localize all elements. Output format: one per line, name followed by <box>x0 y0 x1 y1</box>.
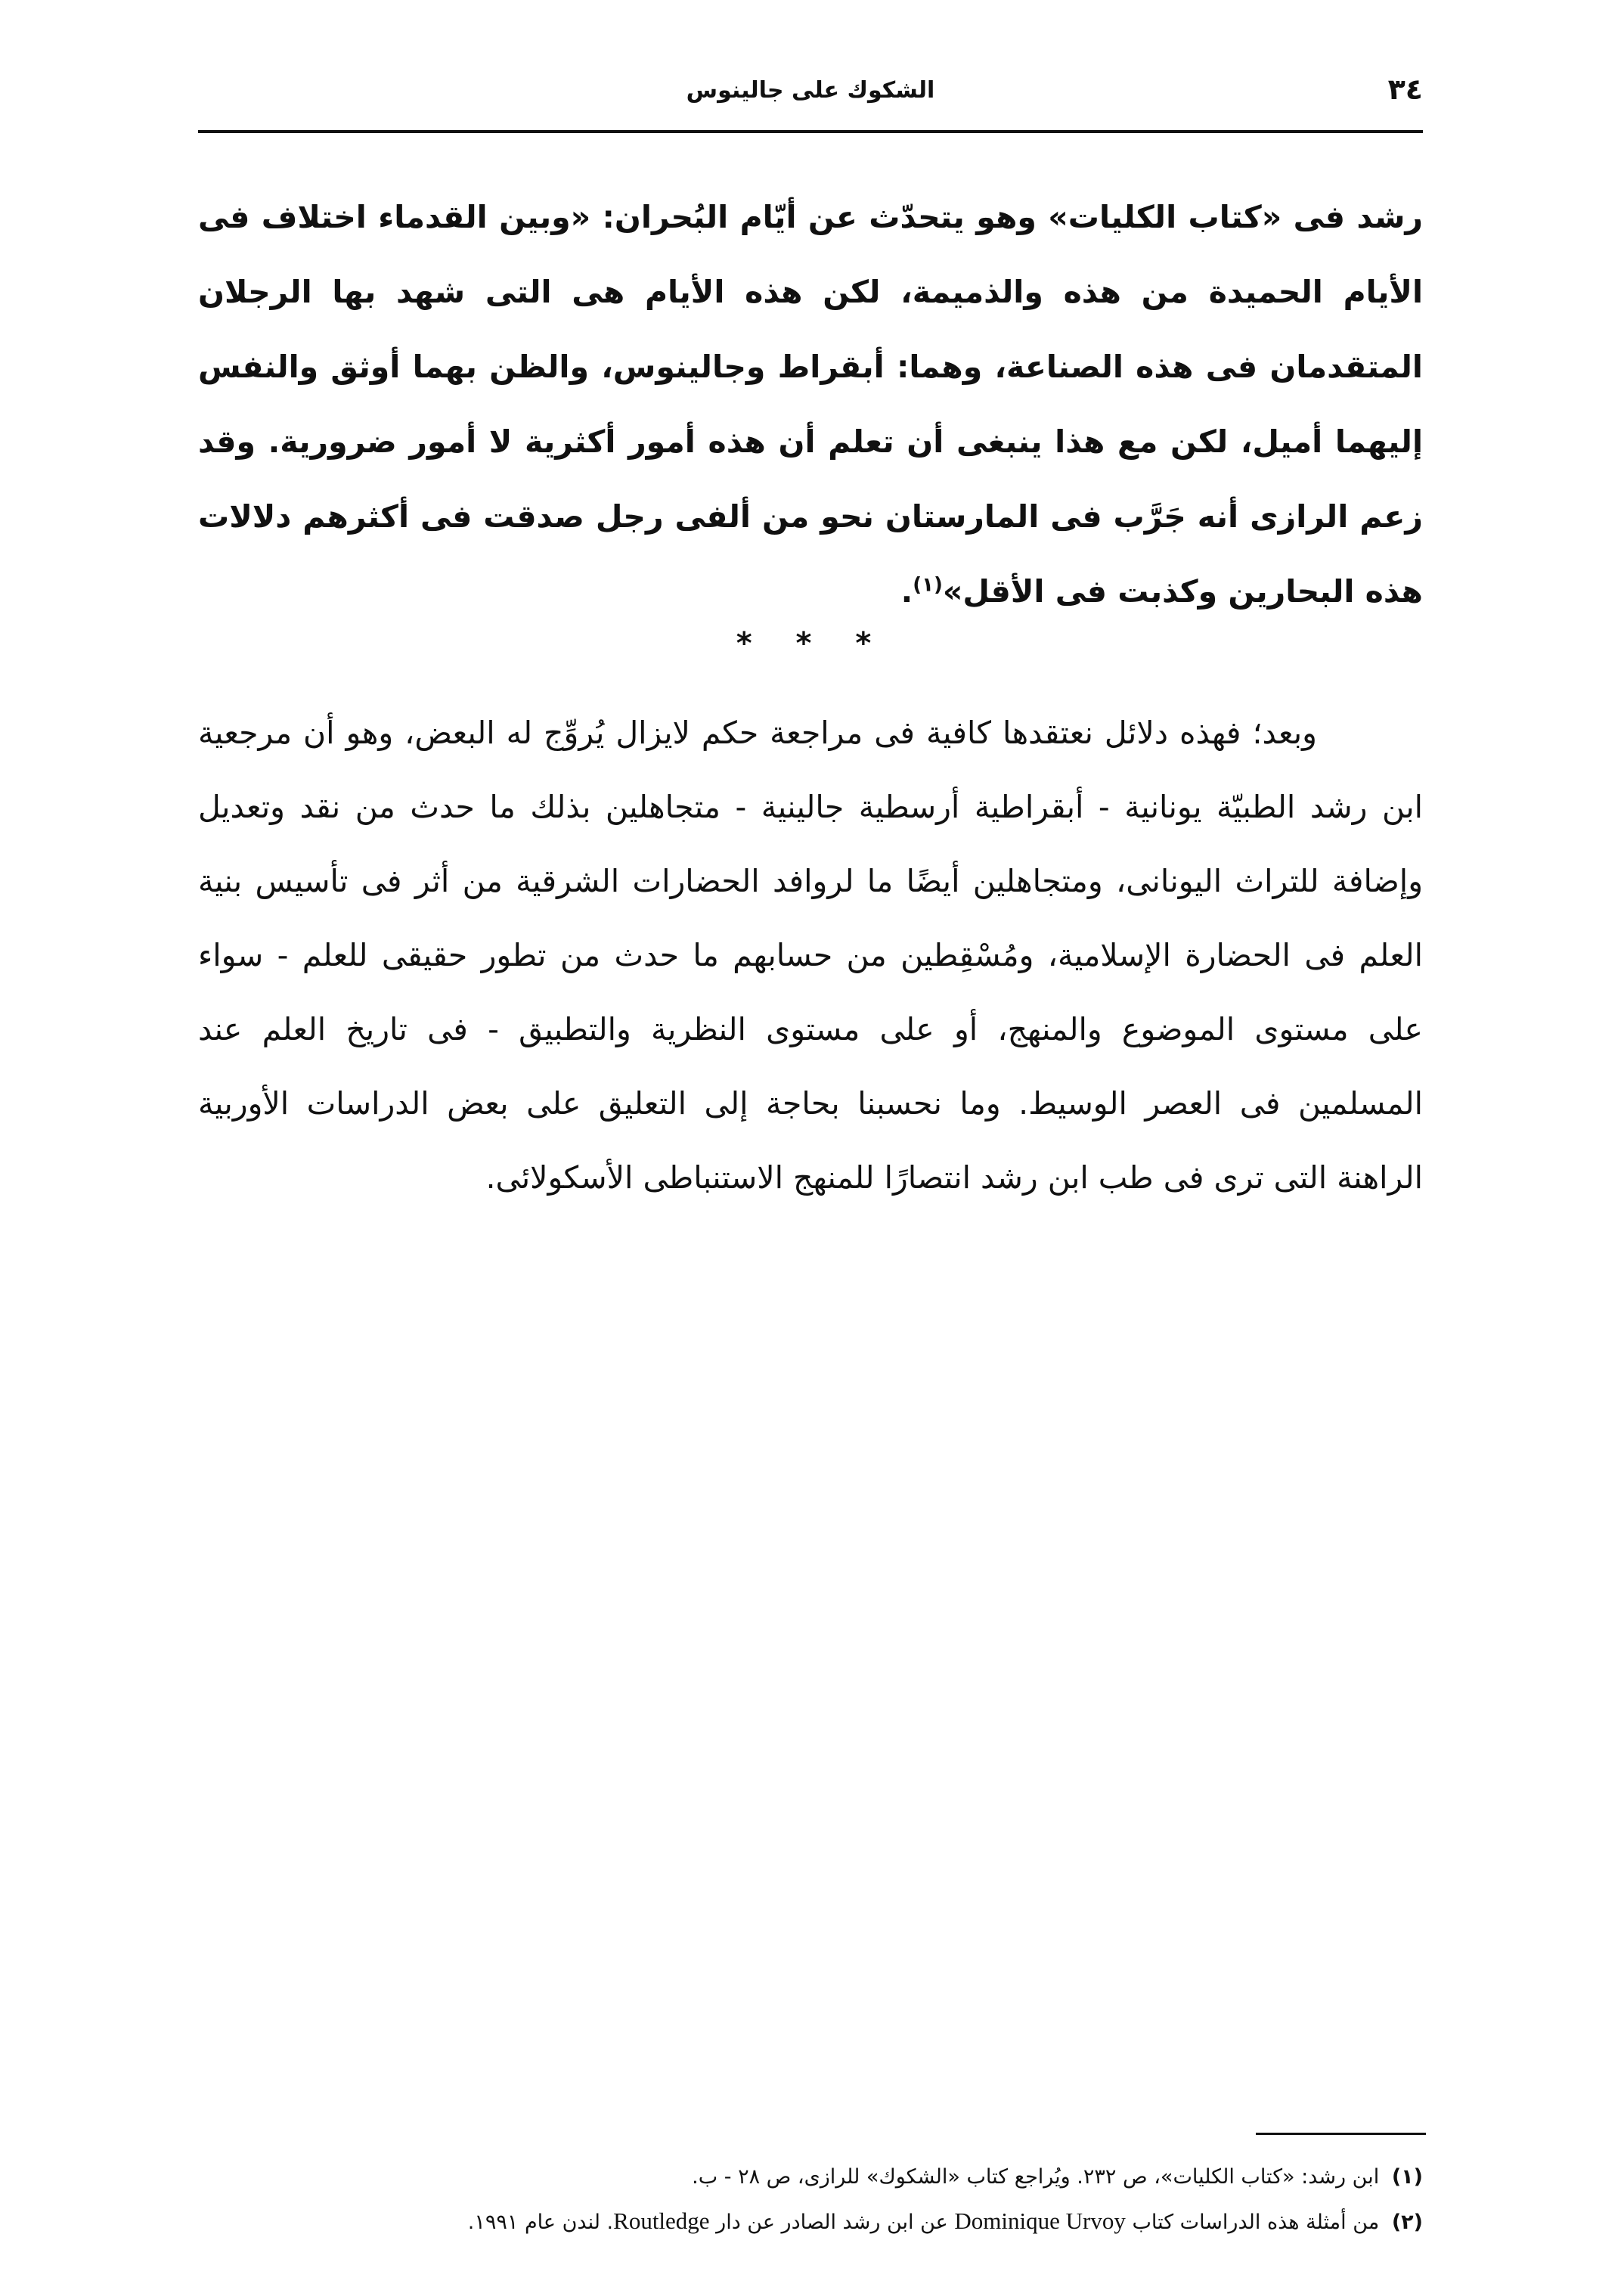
footnote-1-text: ابن رشد: «كتاب الكليات»، ص ٢٣٢. ويُراجع كتاب «الشكوك» للرازى، ص ٢٨ - ب. <box>692 2165 1380 2189</box>
running-header <box>198 67 1423 119</box>
paragraph-end-mark: . <box>900 573 913 610</box>
paragraph-quotation <box>198 180 1423 629</box>
paragraph-conclusion: وبعد؛ فهذه دلائل نعتقدها كافية فى مراجعة حكم لايزال يُروِّج له البعض، وهو أن مرجعية ابن رشد الطبيّة يونانية - أبقراطية أرسطية جالينية - متجاهلين بذلك ما حدث من نقد وتعديل وإضافة للتراث اليونانى، ومتجاهلين أيضًا ما لروافد الحضارات الشرقية من أثر فى تأسيس بنية العلم فى الحضارة الإسلامية، ومُسْقِطين من حسابهم ما حدث من تطور حقيقى للعلم - سواء على مستوى الموضوع والمنهج، أو على مستوى النظرية والتطبيق - فى تاريخ العلم عند المسلمين فى العصر الوسيط. وما نحسبنا بحاجة إلى التعليق على بعض الدراسات الأوربية الراهنة التى ترى فى طب ابن رشد انتصارًا للمنهج الاستنباطى الأسكولائى. <box>198 715 1423 1196</box>
footnote-1 <box>198 2155 1423 2199</box>
footnote-2-author: Dominique Urvoy <box>954 2208 1126 2234</box>
footnote-2-mark: (٢) <box>1391 2211 1423 2234</box>
footnote-rule <box>1256 2133 1426 2135</box>
footnotes <box>198 2155 1423 2245</box>
footnote-2-text-before: من أمثلة هذه الدراسات كتاب <box>1132 2211 1380 2234</box>
page-number: ٣٤ <box>1387 73 1423 106</box>
paragraph-quotation-text: رشد فى «كتاب الكليات» وهو يتحدّث عن أيّام البُحران: «وبين القدماء اختلاف فى الأيام الحميدة من هذه والذميمة، لكن هذه الأيام هى التى شهد بها الرجلان المتقدمان فى هذه الصناعة، وهما: أبقراط وجالينوس، والظن بهما أوثق والنفس إليهما أميل، لكن مع هذا ينبغى أن تعلم أن هذه أمور أكثرية لا أمور ضرورية. وقد زعم الرازى أنه جَرَّب فى المارستان نحو من ألفى رجل صدقت فى أكثرهم دلالات هذه البحارين وكذبت فى الأقل» <box>198 199 1423 610</box>
section-separator: * * * <box>736 626 888 661</box>
header-rule <box>198 130 1423 133</box>
footnote-2-text-middle: عن ابن رشد الصادر عن دار <box>716 2211 948 2234</box>
footnote-2-publisher: Routledge <box>613 2208 710 2234</box>
footnote-1-mark: (١) <box>1391 2165 1423 2189</box>
footnote-2-text-after: . لندن عام ١٩٩١. <box>467 2211 614 2234</box>
footnote-2 <box>198 2199 1423 2245</box>
footnote-reference: (١) <box>913 573 943 597</box>
running-title: الشكوك على جالينوس <box>686 77 935 104</box>
